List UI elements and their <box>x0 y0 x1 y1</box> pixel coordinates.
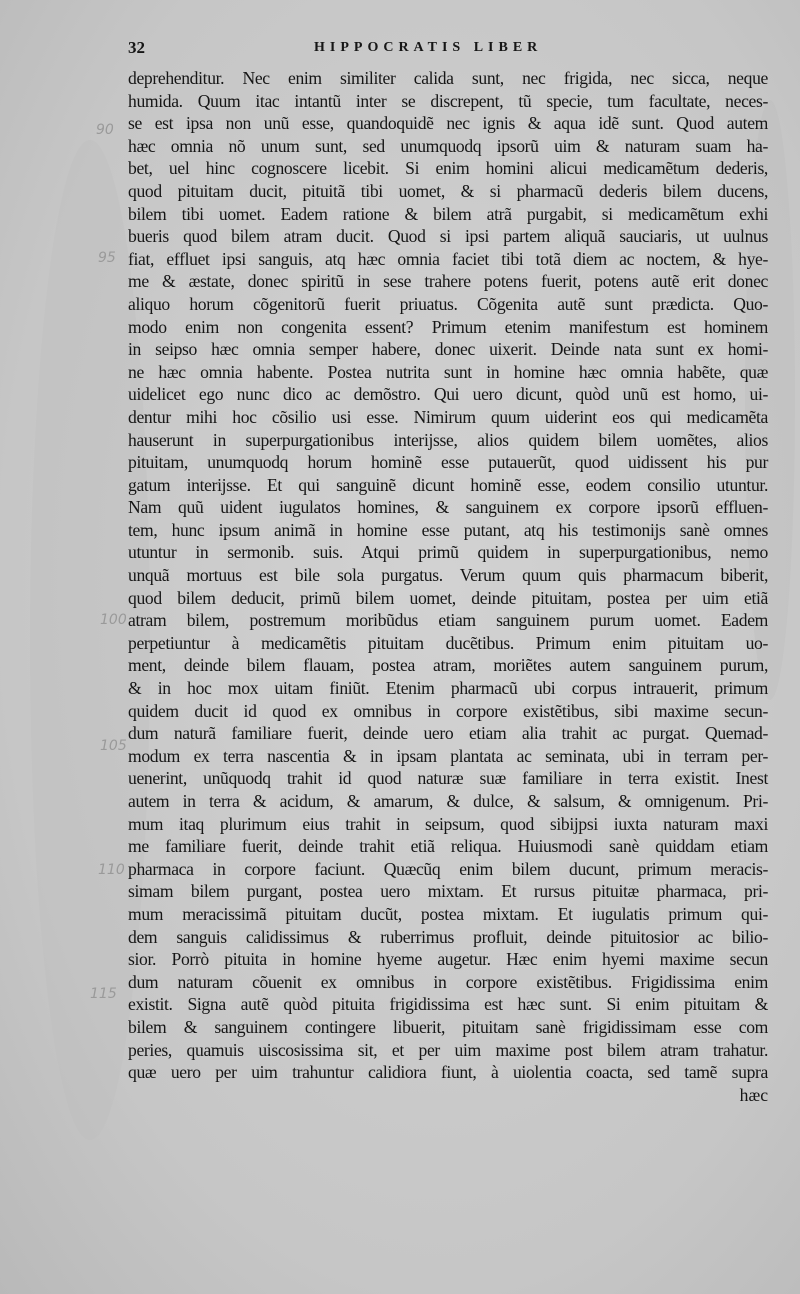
text-line: peries, quamuis uiscosissima sit, et per uim maxime post bilem atram trahatur. <box>128 1039 768 1060</box>
text-line: quod bilem deducit, primũ bilem uomet, deinde pituitam, postea per uim etiã <box>128 587 768 608</box>
margin-note: 95 <box>98 250 116 266</box>
text-line: modo enim non congenita essent? Primum etenim manifestum est hominem <box>128 316 768 337</box>
margin-note: 100 <box>100 612 127 628</box>
text-line: dentur mihi hoc cõsilio usi esse. Nimirum quum uiderint eos qui medicamẽta <box>128 406 768 427</box>
text-line: hauserunt in superpurgationibus interijsse, alios quidem bilem uomẽtes, alios <box>128 429 768 450</box>
text-line: pituitam, unumquodq horum hominẽ esse putauerũt, quod uidissent his pur <box>128 452 768 473</box>
text-line: se est ipsa non unũ esse, quandoquidẽ nec ignis & aqua idẽ sunt. Quod autem <box>128 113 768 134</box>
text-line: me & æstate, donec spiritũ in sese trahere potens fuerit, potens autẽ erit donec <box>128 271 768 292</box>
text-line: Nam quũ uident iugulatos homines, & sanguinem ex corpore ipsorũ effluen- <box>128 497 768 518</box>
text-line: deprehenditur. Nec enim similiter calida sunt, nec frigida, nec sicca, neque <box>128 68 768 88</box>
text-line: tem, hunc ipsum animã in homine esse putant, atq his testimonijs sanè omnes <box>128 519 768 540</box>
text-line: gatum interijsse. Et qui sanguinẽ dicunt hominẽ esse, eodem consilio utuntur. <box>128 474 768 495</box>
text-line: aliquo horum cõgenitorũ fuerit priuatus. Cõgenita autẽ sunt prædicta. Quo- <box>128 293 768 314</box>
body-text <box>128 67 768 1106</box>
text-line: bet, uel hinc cognoscere licebit. Si enim homini alicui medicamẽtum dederis, <box>128 158 768 179</box>
text-line: dem sanguis calidissimus & ruberrimus profluit, deinde pituitosior ac bilio- <box>128 926 768 947</box>
text-line: humida. Quum itac intantũ inter se discrepent, tũ specie, tum facultate, neces- <box>128 90 768 111</box>
text-line: uidelicet ego nunc dico ac demõstro. Qui uero dicunt, quòd unũ est homo, ui- <box>128 384 768 405</box>
catchword: hæc <box>739 1084 768 1105</box>
text-line: utuntur in sermonib. suis. Atqui primũ quidem in superpurgationibus, nemo <box>128 542 768 563</box>
text-line: quidem ducit id quod ex omnibus in corpore existẽtibus, sibi maxime secun- <box>128 700 768 721</box>
text-line: quod pituitam ducit, pituitã tibi uomet, & si pharmacũ dederis bilem ducens, <box>128 180 768 201</box>
text-line: & in hoc mox uitam finiũt. Etenim pharmacũ ubi corpus intrauerit, primum <box>128 678 768 699</box>
text-line: me familiare fuerit, deinde trahit etiã reliqua. Huiusmodi sanè quiddam etiam <box>128 836 768 857</box>
text-line: pharmaca in corpore faciunt. Quæcũq enim bilem ducunt, primum meracis- <box>128 858 768 879</box>
text-line: ment, deinde bilem flauam, postea atram, moriẽtes autem sanguinem purum, <box>128 655 768 676</box>
margin-note: 115 <box>90 986 117 1002</box>
text-line: unquã mortuus est bile sola purgatus. Verum quum quis pharmacum biberit, <box>128 565 768 586</box>
text-line: bueris quod bilem atram ducit. Quod si ipsi partem aliquã sauciaris, ut uulnus <box>128 226 768 247</box>
text-line: mum meracissimã pituitam ducũt, postea mixtam. Et iugulatis primum qui- <box>128 903 768 924</box>
text-line: perpetiuntur à medicamẽtis pituitam ducẽtibus. Primum enim pituitam uo- <box>128 632 768 653</box>
margin-note: 90 <box>96 122 114 138</box>
running-head: HIPPOCRATIS LIBER <box>314 40 543 55</box>
page-header <box>128 38 768 62</box>
text-line: bilem & sanguinem contingere libuerit, pituitam sanè frigidissimam esse com <box>128 1016 768 1037</box>
text-line: bilem tibi uomet. Eadem ratione & bilem atrã purgabit, si medicamẽtum exhi <box>128 203 768 224</box>
margin-note: 110 <box>98 862 125 878</box>
page-number: 32 <box>128 38 145 57</box>
text-line: fiat, effluet ipsi sanguis, atq hæc omnia faciet tibi totã diem ac noctem, & hye- <box>128 248 768 269</box>
text-line: in seipso hæc omnia semper habere, donec uixerit. Deinde nata sunt ex homi- <box>128 339 768 360</box>
text-line: atram bilem, postremum moribũdus etiam sanguinem purum uomet. Eadem <box>128 610 768 631</box>
text-line: dum naturã familiare fuerit, deinde uero etiam alia trahit ac purgat. Quemad- <box>128 723 768 744</box>
text-line: ne hæc omnia habente. Postea nutrita sunt in homine hæc omnia habẽte, quæ <box>128 361 768 382</box>
text-line: dum naturam cõuenit ex omnibus in corpore existẽtibus. Frigidissima enim <box>128 971 768 992</box>
text-line: mum itaq plurimum eius trahit in seipsum, quod sibijpsi iuxta naturam maxi <box>128 813 768 834</box>
text-line: autem in terra & acidum, & amarum, & dulce, & salsum, & omnigenum. Pri- <box>128 791 768 811</box>
text-line: sior. Porrò pituita in homine hyeme augetur. Hæc enim hyemi maxime secun <box>128 949 768 970</box>
text-line: quæ uero per uim trahuntur calidiora fiunt, à uiolentia coacta, sed tamẽ supra <box>128 1062 768 1083</box>
text-line: hæc omnia nõ unum sunt, sed unumquodq ipsorũ uim & naturam suam ha- <box>128 135 768 156</box>
text-line: uenerint, unũquodq trahit id quod naturæ suæ familiare in terra existit. Inest <box>128 768 768 789</box>
margin-note: 105 <box>100 738 127 754</box>
text-line: modum ex terra nascentia & in ipsam plantata ac seminata, ubi in terram per- <box>128 745 768 766</box>
text-line: existit. Signa autẽ quòd pituita frigidissima est hæc sunt. Si enim pituitam & <box>128 994 768 1015</box>
text-line: simam bilem purgant, postea uero mixtam. Et rursus pituitæ pharmaca, pri- <box>128 881 768 902</box>
